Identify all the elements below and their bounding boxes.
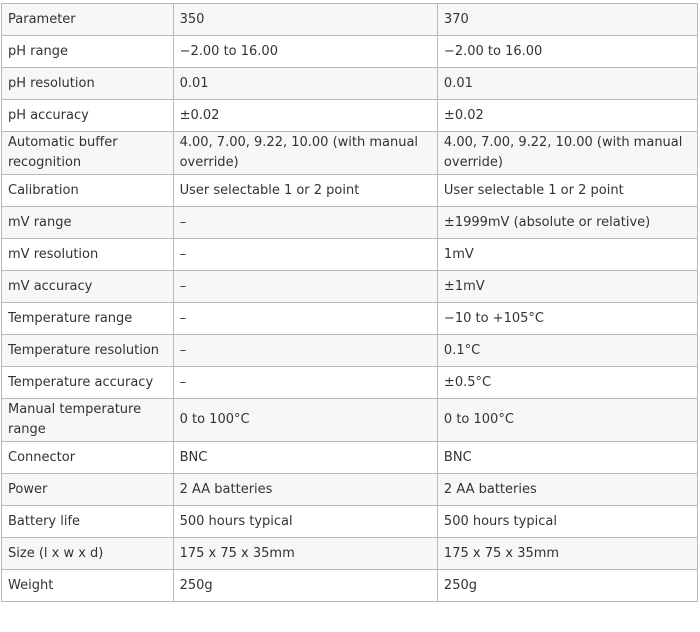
- value-cell-350: 0 to 100°C: [173, 399, 437, 442]
- parameter-cell: mV range: [2, 207, 174, 239]
- value-cell-370: −10 to +105°C: [437, 303, 697, 335]
- header-cell-parameter: Parameter: [2, 4, 174, 36]
- value-cell-370: 0.1°C: [437, 335, 697, 367]
- value-cell-350: −2.00 to 16.00: [173, 36, 437, 68]
- table-row: [2, 68, 698, 100]
- parameter-cell: Temperature resolution: [2, 335, 174, 367]
- table-row: [2, 303, 698, 335]
- table-row: [2, 399, 698, 442]
- value-cell-350: –: [173, 303, 437, 335]
- table-row: [2, 132, 698, 175]
- table-row: [2, 506, 698, 538]
- value-cell-370: 2 AA batteries: [437, 474, 697, 506]
- value-cell-370: ±1mV: [437, 271, 697, 303]
- parameter-cell: Power: [2, 474, 174, 506]
- table-row: [2, 474, 698, 506]
- table-row: [2, 442, 698, 474]
- value-cell-350: 2 AA batteries: [173, 474, 437, 506]
- header-cell-model-350: 350: [173, 4, 437, 36]
- table-row: [2, 367, 698, 399]
- spec-table: [1, 3, 698, 602]
- value-cell-350: –: [173, 367, 437, 399]
- table-row: [2, 100, 698, 132]
- value-cell-350: 0.01: [173, 68, 437, 100]
- value-cell-370: 0.01: [437, 68, 697, 100]
- value-cell-350: 250g: [173, 570, 437, 602]
- value-cell-350: ±0.02: [173, 100, 437, 132]
- parameter-cell: Weight: [2, 570, 174, 602]
- table-row: [2, 239, 698, 271]
- value-cell-370: ±0.02: [437, 100, 697, 132]
- parameter-cell: Temperature range: [2, 303, 174, 335]
- parameter-cell: Battery life: [2, 506, 174, 538]
- parameter-cell: Temperature accuracy: [2, 367, 174, 399]
- value-cell-350: –: [173, 239, 437, 271]
- header-cell-model-370: 370: [437, 4, 697, 36]
- parameter-cell: pH resolution: [2, 68, 174, 100]
- table-row: [2, 570, 698, 602]
- value-cell-370: −2.00 to 16.00: [437, 36, 697, 68]
- value-cell-350: 500 hours typical: [173, 506, 437, 538]
- table-row: [2, 271, 698, 303]
- table-header-row: [2, 4, 698, 36]
- parameter-cell: Connector: [2, 442, 174, 474]
- parameter-cell: Calibration: [2, 175, 174, 207]
- value-cell-370: 1mV: [437, 239, 697, 271]
- value-cell-350: 175 x 75 x 35mm: [173, 538, 437, 570]
- value-cell-350: –: [173, 207, 437, 239]
- value-cell-370: ±1999mV (absolute or relative): [437, 207, 697, 239]
- table-row: [2, 207, 698, 239]
- table-row: [2, 538, 698, 570]
- value-cell-370: ±0.5°C: [437, 367, 697, 399]
- parameter-cell: mV accuracy: [2, 271, 174, 303]
- parameter-cell: Automatic buffer recognition: [2, 132, 174, 175]
- value-cell-370: User selectable 1 or 2 point: [437, 175, 697, 207]
- parameter-cell: mV resolution: [2, 239, 174, 271]
- value-cell-370: BNC: [437, 442, 697, 474]
- parameter-cell: Manual temperature range: [2, 399, 174, 442]
- value-cell-350: BNC: [173, 442, 437, 474]
- value-cell-350: 4.00, 7.00, 9.22, 10.00 (with manual override): [173, 132, 437, 175]
- value-cell-370: 500 hours typical: [437, 506, 697, 538]
- value-cell-370: 0 to 100°C: [437, 399, 697, 442]
- table-row: [2, 335, 698, 367]
- table-row: [2, 36, 698, 68]
- value-cell-350: –: [173, 271, 437, 303]
- value-cell-370: 4.00, 7.00, 9.22, 10.00 (with manual override): [437, 132, 697, 175]
- parameter-cell: Size (l x w x d): [2, 538, 174, 570]
- value-cell-370: 250g: [437, 570, 697, 602]
- value-cell-350: User selectable 1 or 2 point: [173, 175, 437, 207]
- parameter-cell: pH accuracy: [2, 100, 174, 132]
- value-cell-350: –: [173, 335, 437, 367]
- table-row: [2, 175, 698, 207]
- value-cell-370: 175 x 75 x 35mm: [437, 538, 697, 570]
- parameter-cell: pH range: [2, 36, 174, 68]
